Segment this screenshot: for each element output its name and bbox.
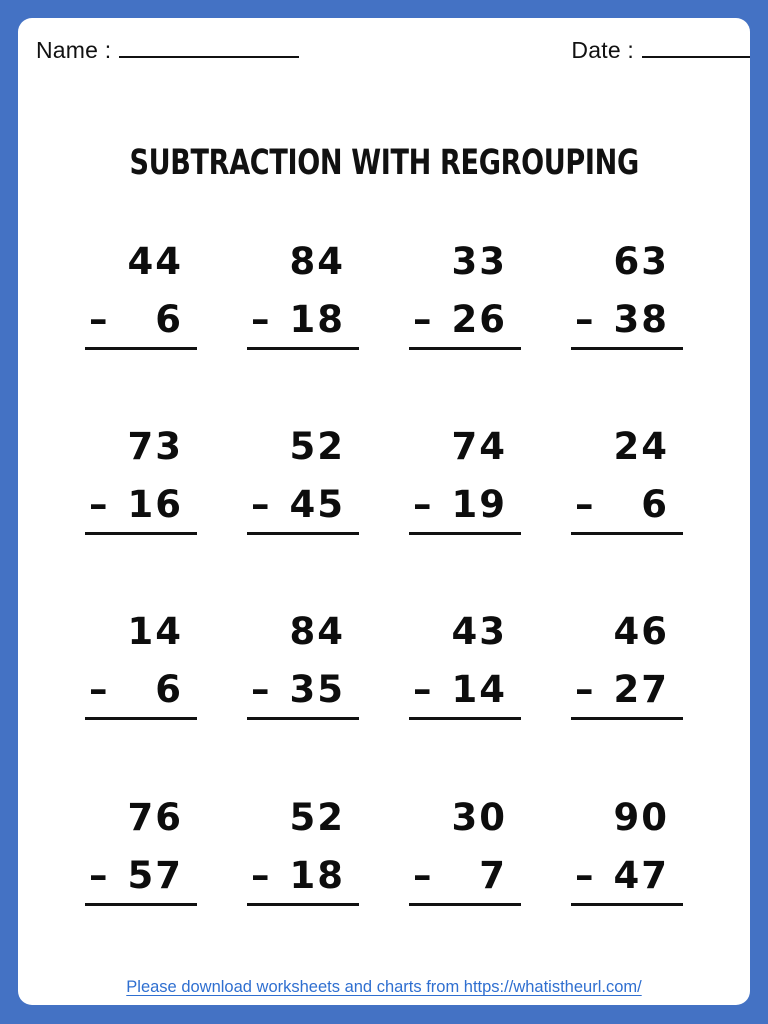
minus-operator: – [251, 668, 272, 712]
subtrahend: 19 [451, 483, 507, 527]
minuend: 74 [451, 425, 507, 469]
problem-item [60, 607, 222, 792]
minuend: 84 [289, 239, 345, 283]
subtrahend: 38 [613, 297, 669, 341]
minuend: 52 [289, 795, 345, 839]
minus-operator: – [89, 853, 110, 897]
minus-operator: – [413, 853, 434, 897]
minuend: 30 [451, 795, 507, 839]
minus-operator: – [89, 297, 110, 341]
subtrahend: 16 [127, 483, 183, 527]
minus-operator: – [575, 297, 596, 341]
problem-item [60, 793, 222, 978]
minuend: 90 [613, 795, 669, 839]
minus-operator: – [89, 483, 110, 527]
minuend: 46 [613, 610, 669, 654]
source-link[interactable]: Please download worksheets and charts from https://whatistheurl.com/ [126, 978, 642, 996]
minus-operator: – [413, 483, 434, 527]
answer-line[interactable] [247, 903, 359, 906]
subtrahend: 7 [479, 853, 507, 897]
problem-item [60, 237, 222, 422]
problem-grid [18, 207, 750, 978]
minuend: 84 [289, 610, 345, 654]
date-field [571, 37, 750, 64]
subtrahend: 26 [451, 297, 507, 341]
answer-line[interactable] [571, 903, 683, 906]
answer-line[interactable] [409, 903, 521, 906]
problem-item [222, 793, 384, 978]
minus-operator: – [251, 853, 272, 897]
subtrahend: 6 [155, 668, 183, 712]
name-field [36, 37, 299, 64]
minuend: 52 [289, 425, 345, 469]
problem-item [384, 793, 546, 978]
minuend: 73 [127, 425, 183, 469]
page-title: SUBTRACTION WITH REGROUPING [129, 143, 639, 184]
subtrahend: 27 [613, 668, 669, 712]
problem-item [222, 607, 384, 792]
answer-line[interactable] [571, 347, 683, 350]
problem-item [222, 422, 384, 607]
minus-operator: – [413, 297, 434, 341]
worksheet-footer [18, 978, 750, 1005]
problem-item [546, 607, 708, 792]
minuend: 76 [127, 795, 183, 839]
subtrahend: 57 [127, 853, 183, 897]
problem-item [60, 422, 222, 607]
problem-item [222, 237, 384, 422]
answer-line[interactable] [85, 717, 197, 720]
answer-line[interactable] [409, 532, 521, 535]
page-title-wrap [18, 120, 750, 207]
subtrahend: 18 [289, 853, 345, 897]
answer-line[interactable] [571, 717, 683, 720]
answer-line[interactable] [85, 532, 197, 535]
minuend: 14 [127, 610, 183, 654]
answer-line[interactable] [571, 532, 683, 535]
answer-line[interactable] [409, 717, 521, 720]
minuend: 63 [613, 239, 669, 283]
minus-operator: – [575, 483, 596, 527]
minuend: 33 [451, 239, 507, 283]
problem-item [546, 237, 708, 422]
problem-item [546, 422, 708, 607]
answer-line[interactable] [85, 903, 197, 906]
subtrahend: 47 [613, 853, 669, 897]
problem-item [384, 237, 546, 422]
worksheet-header [18, 18, 750, 64]
minus-operator: – [575, 853, 596, 897]
subtrahend: 6 [155, 297, 183, 341]
worksheet-sheet [18, 18, 750, 1005]
minuend: 44 [127, 239, 183, 283]
answer-line[interactable] [85, 347, 197, 350]
minus-operator: – [89, 668, 110, 712]
problem-item [546, 793, 708, 978]
subtrahend: 14 [451, 668, 507, 712]
subtrahend: 6 [641, 483, 669, 527]
problem-item [384, 422, 546, 607]
minuend: 24 [613, 425, 669, 469]
answer-line[interactable] [247, 532, 359, 535]
minus-operator: – [413, 668, 434, 712]
answer-line[interactable] [247, 347, 359, 350]
minus-operator: – [251, 483, 272, 527]
minus-operator: – [575, 668, 596, 712]
date-label: Date : [571, 37, 634, 63]
subtrahend: 35 [289, 668, 345, 712]
answer-line[interactable] [247, 717, 359, 720]
subtrahend: 18 [289, 297, 345, 341]
problem-item [384, 607, 546, 792]
minus-operator: – [251, 297, 272, 341]
date-input-blank[interactable] [642, 39, 750, 58]
name-input-blank[interactable] [119, 39, 299, 58]
name-label: Name : [36, 37, 112, 63]
minuend: 43 [451, 610, 507, 654]
subtrahend: 45 [289, 483, 345, 527]
answer-line[interactable] [409, 347, 521, 350]
